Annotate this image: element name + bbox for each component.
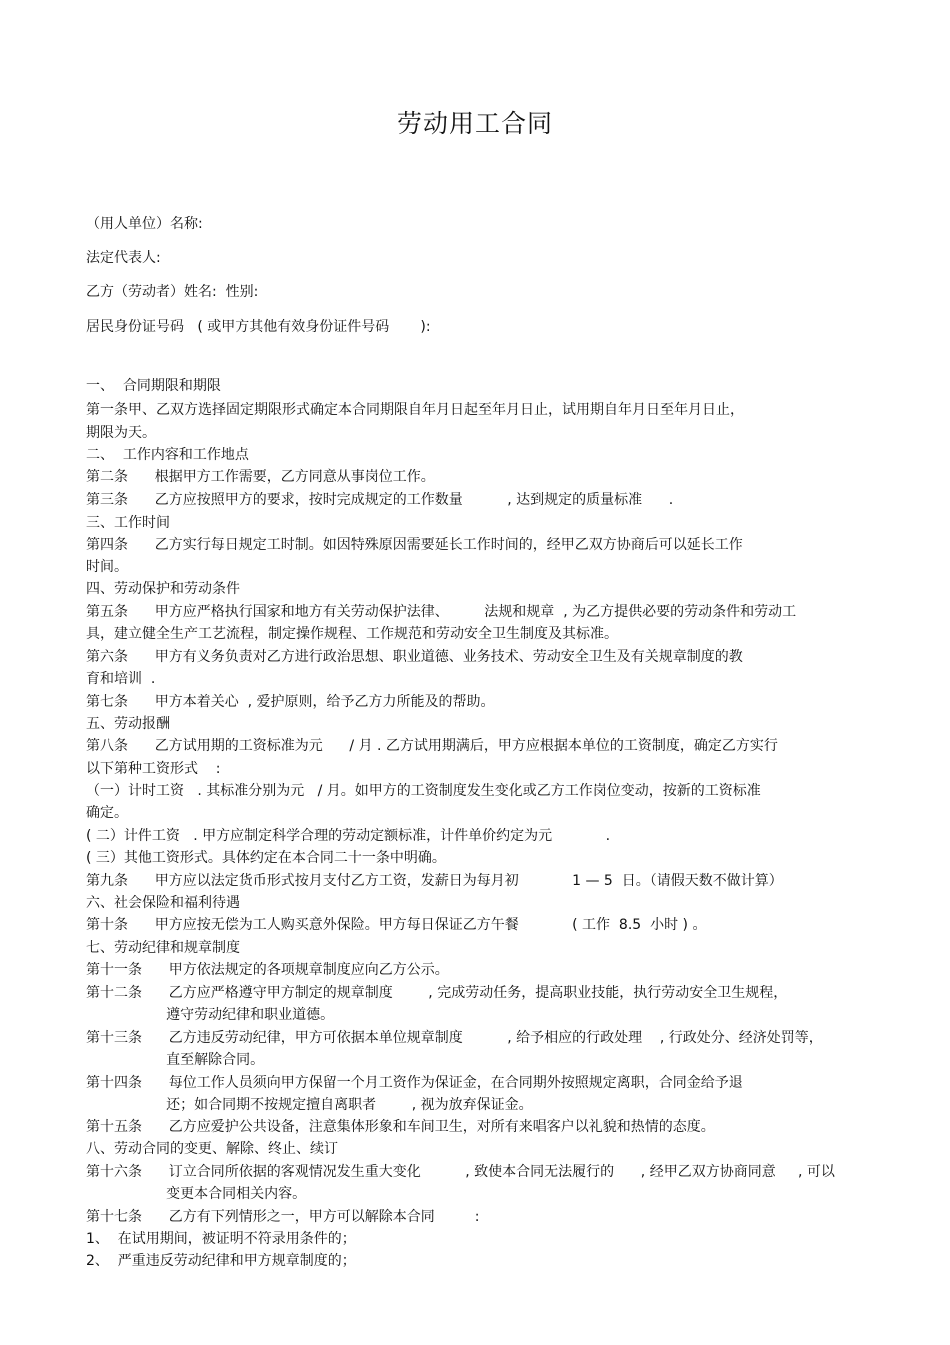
contract-line: 五、劳动报酬 xyxy=(86,716,170,732)
contract-line: 遵守劳动纪律和职业道德。 xyxy=(86,1007,335,1023)
contract-line: 二、 工作内容和工作地点 xyxy=(86,447,249,463)
contract-line: 八、劳动合同的变更、解除、终止、续订 xyxy=(86,1141,338,1157)
contract-line: 第七条 甲方本着关心 , 爱护原则，给予乙方力所能及的帮助。 xyxy=(86,694,495,710)
contract-line: 第十六条 订立合同所依据的客观情况发生重大变化 , 致使本合同无法履行的 , 经甲乙双方协商同意 , 可以 xyxy=(86,1164,835,1180)
contract-line: 变更本合同相关内容。 xyxy=(86,1186,307,1202)
contract-line: 第一条甲、乙双方选择固定期限形式确定本合同期限自年月日起至年月日止，试用期自年月日至年月日止， xyxy=(86,402,744,418)
contract-line: 六、社会保险和福利待遇 xyxy=(86,895,240,911)
id-number-field: 居民身份证号码 ( 或甲方其他有效身份证件号码 ): xyxy=(86,319,431,335)
contract-line: 第十二条 乙方应严格遵守甲方制定的规章制度 , 完成劳动任务，提高职业技能，执行劳动安全卫生规程， xyxy=(86,985,788,1001)
legal-rep-field: 法定代表人: xyxy=(86,250,161,266)
contract-line: 具，建立健全生产工艺流程，制定操作规程、工作规范和劳动安全卫生制度及其标准。 xyxy=(86,626,618,642)
contract-line: 四、劳动保护和劳动条件 xyxy=(86,581,240,597)
contract-line: 1、 在试用期间，被证明不符录用条件的； xyxy=(86,1231,356,1247)
contract-line: 以下第种工资形式 : xyxy=(86,761,221,777)
contract-line: 一、 合同期限和期限 xyxy=(86,378,221,394)
contract-line: 期限为天。 xyxy=(86,425,156,441)
contract-line: （一）计时工资 . 其标准分别为元 / 月。如甲方的工资制度发生变化或乙方工作岗位变动，按新的工资标准 xyxy=(86,783,761,799)
contract-line: 七、劳动纪律和规章制度 xyxy=(86,940,240,956)
contract-line: 第十七条 乙方有下列情形之一，甲方可以解除本合同 : xyxy=(86,1209,480,1225)
contract-line: 第十四条 每位工作人员须向甲方保留一个月工资作为保证金，在合同期外按照规定离职，合同金给予退 xyxy=(86,1075,743,1091)
contract-line: 第十三条 乙方违反劳动纪律，甲方可依据本单位规章制度 , 给予相应的行政处理 , 行政处分、经济处罚等， xyxy=(86,1030,823,1046)
contract-line: 第四条 乙方实行每日规定工时制。如因特殊原因需要延长工作时间的，经甲乙双方协商后可以延长工作 xyxy=(86,537,743,553)
contract-line: 三、工作时间 xyxy=(86,515,170,531)
employee-field: 乙方（劳动者）姓名: 性别: xyxy=(86,284,259,300)
contract-line: 第十一条 甲方依法规定的各项规章制度应向乙方公示。 xyxy=(86,962,449,978)
contract-line: ( 二）计件工资 . 甲方应制定科学合理的劳动定额标准，计件单价约定为元 . xyxy=(86,828,611,844)
contract-line: 第十条 甲方应按无偿为工人购买意外保险。甲方每日保证乙方午餐 ( 工作 8.5 小时 ) 。 xyxy=(86,917,707,933)
contract-line: ( 三）其他工资形式。具体约定在本合同二十一条中明确。 xyxy=(86,850,446,866)
contract-line: 确定。 xyxy=(86,805,128,821)
contract-line: 第八条 乙方试用期的工资标准为元 / 月 . 乙方试用期满后，甲方应根据本单位的工资制度，确定乙方实行 xyxy=(86,738,778,754)
contract-line: 直至解除合同。 xyxy=(86,1052,265,1068)
contract-line: 第十五条 乙方应爱护公共设备，注意集体形象和车间卫生，对所有来唱客户以礼貌和热情的态度。 xyxy=(86,1119,715,1135)
contract-line: 时间。 xyxy=(86,559,128,575)
contract-line: 2、 严重违反劳动纪律和甲方规章制度的； xyxy=(86,1253,356,1269)
contract-line: 育和培训 . xyxy=(86,671,156,687)
employer-name-field: （用人单位）名称: xyxy=(86,216,203,232)
contract-line: 第二条 根据甲方工作需要，乙方同意从事岗位工作。 xyxy=(86,469,435,485)
contract-line: 还；如合同期不按规定擅自离职者 , 视为放弃保证金。 xyxy=(86,1097,533,1113)
contract-line: 第六条 甲方有义务负责对乙方进行政治思想、职业道德、业务技术、劳动安全卫生及有关规章制度的教 xyxy=(86,649,743,665)
contract-line: 第五条 甲方应严格执行国家和地方有关劳动保护法律、 法规和规章 , 为乙方提供必要的劳动条件和劳动工 xyxy=(86,604,797,620)
document-title: 劳动用工合同 xyxy=(396,109,553,138)
contract-line: 第九条 甲方应以法定货币形式按月支付乙方工资，发薪日为每月初 1 — 5 日。（请假天数不做计算） xyxy=(86,873,783,889)
contract-line: 第三条 乙方应按照甲方的要求，按时完成规定的工作数量 , 达到规定的质量标准 . xyxy=(86,492,674,508)
